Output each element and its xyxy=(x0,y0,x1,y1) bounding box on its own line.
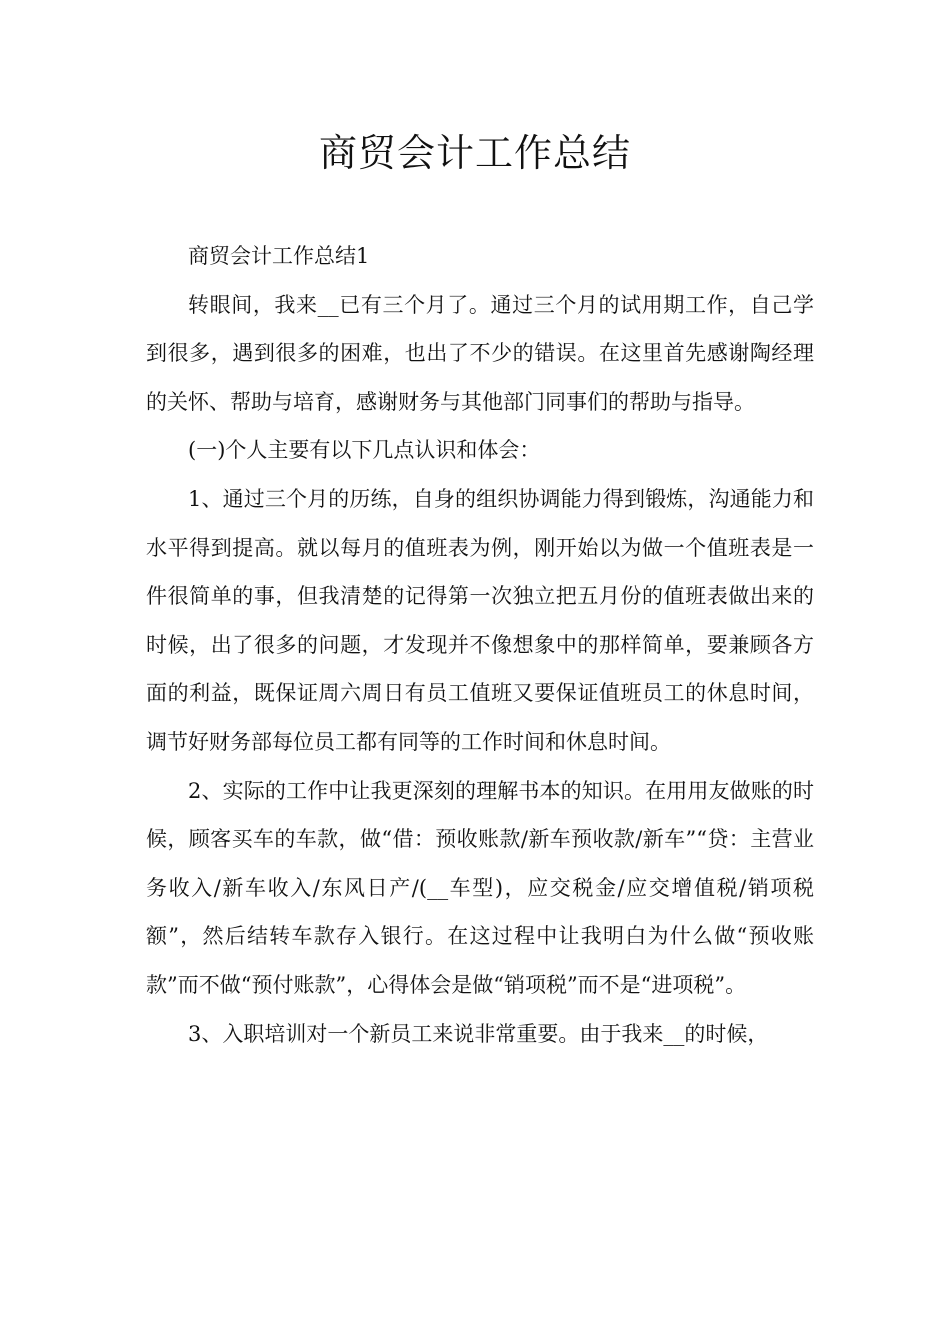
paragraph-point-2: 2、实际的工作中让我更深刻的理解书本的知识。在用用友做账的时候，顾客买车的车款，做“借：预收账款/新车预收款/新车”“贷：主营业务收入/新车收入/东风日产/(__车型)，应交税金/应交增值税/销项税额”，然后结转车款存入银行。在这过程中让我明白为什么做“预收账款”而不做“预付账款”，心得体会是做“销项税”而不是“进项税”。 xyxy=(146,778,814,997)
section-heading: 商贸会计工作总结1 xyxy=(188,244,370,268)
subsection-heading: (一)个人主要有以下几点认识和体会： xyxy=(188,438,541,463)
document-body xyxy=(146,232,814,1058)
paragraph-point-1: 1、通过三个月的历练，自身的组织协调能力得到锻炼，沟通能力和水平得到提高。就以每月的值班表为例，刚开始以为做一个值班表是一件很简单的事，但我清楚的记得第一次独立把五月份的值班表做出来的时候，出了很多的问题，才发现并不像想象中的那样简单，要兼顾各方面的利益，既保证周六周日有员工值班又要保证值班员工的休息时间，调节好财务部每位员工都有同等的工作时间和休息时间。 xyxy=(146,486,814,754)
paragraph-point-3: 3、入职培训对一个新员工来说非常重要。由于我来__的时候， xyxy=(188,1021,769,1046)
paragraph-intro: 转眼间，我来__已有三个月了。通过三个月的试用期工作，自己学到很多，遇到很多的困难，也出了不少的错误。在这里首先感谢陶经理的关怀、帮助与培育，感谢财务与其他部门同事们的帮助与指导。 xyxy=(146,292,814,414)
document-title: 商贸会计工作总结 xyxy=(318,131,631,175)
